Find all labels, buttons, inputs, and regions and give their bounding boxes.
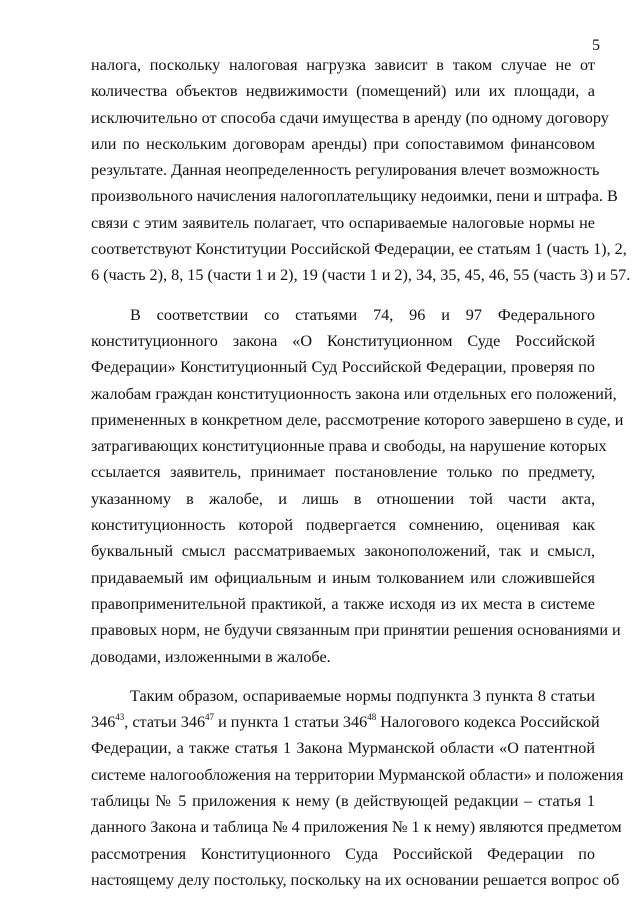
text-line: исключительно от способа сдачи имущества в аренду (по одному договору xyxy=(91,108,609,127)
superscript: 48 xyxy=(367,711,377,722)
text-line-with-superscripts xyxy=(91,709,600,735)
text-line: таблицы № 5 приложения к нему (в действующей редакции – статья 1 xyxy=(91,792,595,811)
text-line: настоящему делу постольку, поскольку на их основании решается вопрос об xyxy=(91,870,620,889)
text-line: Таким образом, оспариваемые нормы подпункта 3 пункта 8 статьи xyxy=(130,686,595,705)
paragraph-1 xyxy=(91,52,631,289)
text-line: Федерации» Конституционный Суд Российской Федерации, проверяя по xyxy=(91,358,595,377)
superscript: 47 xyxy=(205,711,215,722)
text-fragment: , статьи 346 xyxy=(124,713,206,732)
text-line: правовых норм, не будучи связанным при принятии решения основаниями и xyxy=(91,621,621,640)
text-line: 6 (часть 2), 8, 15 (части 1 и 2), 19 (части 1 и 2), 34, 35, 45, 46, 55 (часть 3) и 57. xyxy=(91,266,631,285)
text-line: произвольного начисления налогоплательщику недоимки, пени и штрафа. В xyxy=(91,187,618,206)
text-line: конституционного закона «О Конституционном Суде Российской xyxy=(91,331,595,350)
text-line: Федерации, а также статья 1 Закона Мурманской области «О патентной xyxy=(91,739,595,758)
text-line: количества объектов недвижимости (помещений) или их площади, а xyxy=(91,82,595,101)
text-line: доводами, изложенными в жалобе. xyxy=(91,647,331,666)
text-line: затрагивающих конституционные права и свободы, на нарушение которых xyxy=(91,437,607,456)
text-line: жалобам граждан конституционность закона или отдельных его положений, xyxy=(91,384,617,403)
text-line: данного Закона и таблица № 4 приложения № 1 к нему) являются предметом xyxy=(91,818,622,837)
text-line: конституционность которой подвергается сомнению, оценивая как xyxy=(91,516,595,535)
text-line: рассмотрения Конституционного Суда Российской Федерации по xyxy=(91,844,595,863)
text-line: результате. Данная неопределенность регулирования влечет возможность xyxy=(91,161,600,180)
text-line: соответствуют Конституции Российской Федерации, ее статьям 1 (часть 1), 2, xyxy=(91,240,627,259)
text-line: налога, поскольку налоговая нагрузка зависит в таком случае не от xyxy=(91,56,595,74)
superscript: 43 xyxy=(115,711,125,722)
text-fragment: Налогового кодекса Российской xyxy=(376,713,600,732)
document-body xyxy=(91,52,631,893)
text-line: буквальный смысл рассматриваемых законоположений, так и смысл, xyxy=(91,542,595,561)
text-line: или по нескольким договорам аренды) при сопоставимом финансовом xyxy=(91,134,595,153)
text-line: связи с этим заявитель полагает, что оспариваемые налоговые нормы не xyxy=(91,213,595,232)
text-line: В соответствии со статьями 74, 96 и 97 Федерального xyxy=(130,305,595,324)
text-line: придаваемый им официальным и иным толкованием или сложившейся xyxy=(91,568,595,587)
paragraph-2 xyxy=(91,302,624,670)
text-line: примененных в конкретном деле, рассмотрение которого завершено в суде, и xyxy=(91,410,624,429)
text-line: ссылается заявитель, принимает постановление только по предмету, xyxy=(91,463,595,482)
page-number: 5 xyxy=(592,37,600,54)
paragraph-3 xyxy=(91,683,624,893)
text-fragment: и пункта 1 статьи 346 xyxy=(214,713,368,732)
text-line: указанному в жалобе, и лишь в отношении той части акта, xyxy=(91,489,595,508)
article-number: 346 xyxy=(91,713,116,732)
text-line: правоприменительной практикой, а также исходя из их места в системе xyxy=(91,594,595,613)
text-line: системе налогообложения на территории Мурманской области» и положения xyxy=(91,765,624,784)
